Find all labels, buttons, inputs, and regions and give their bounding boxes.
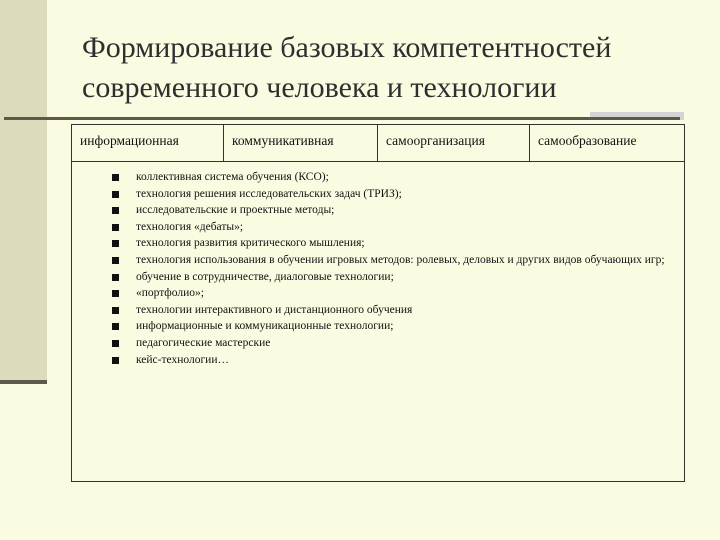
list-item: исследовательские и проектные методы; (112, 202, 672, 219)
bullet-square-icon (112, 340, 119, 347)
list-item: технология «дебаты»; (112, 219, 672, 236)
header-communicative: коммуникативная (224, 125, 378, 161)
list-item: педагогические мастерские (112, 335, 672, 352)
left-decor-bar (0, 0, 47, 384)
list-item: технология решения исследовательских задач (ТРИЗ); (112, 186, 672, 203)
bullet-square-icon (112, 191, 119, 198)
header-informational: информационная (72, 125, 224, 161)
list-item: технология развития критического мышления; (112, 235, 672, 252)
bullet-square-icon (112, 274, 119, 281)
table-header-row (72, 125, 684, 162)
list-item: «портфолио»; (112, 285, 672, 302)
title-line-2: современного человека и технологии (82, 71, 557, 104)
list-item: коллективная система обучения (КСО); (112, 169, 672, 186)
bullet-square-icon (112, 290, 119, 297)
list-item: кейс-технологии… (112, 352, 672, 369)
bullet-square-icon (112, 307, 119, 314)
competence-table (71, 124, 685, 482)
bullet-square-icon (112, 323, 119, 330)
slide-title (82, 28, 702, 108)
technology-list (112, 169, 672, 368)
bullet-square-icon (112, 357, 119, 364)
list-item: технология использования в обучении игровых методов: ролевых, деловых и других видов обучающих игр; (112, 252, 672, 269)
title-rule (4, 117, 680, 120)
header-self-education: самообразование (538, 133, 637, 148)
left-decor-line (0, 380, 47, 384)
bullet-square-icon (112, 240, 119, 247)
list-item: технологии интерактивного и дистанционного обучения (112, 302, 672, 319)
list-item: обучение в сотрудничестве, диалоговые технологии; (112, 269, 672, 286)
list-item: информационные и коммуникационные технологии; (112, 318, 672, 335)
title-line-1: Формирование базовых компетентностей (82, 31, 612, 64)
bullet-square-icon (112, 224, 119, 231)
header-self-organization: самоорганизация (378, 125, 530, 161)
bullet-square-icon (112, 174, 119, 181)
bullet-square-icon (112, 207, 119, 214)
bullet-square-icon (112, 257, 119, 264)
